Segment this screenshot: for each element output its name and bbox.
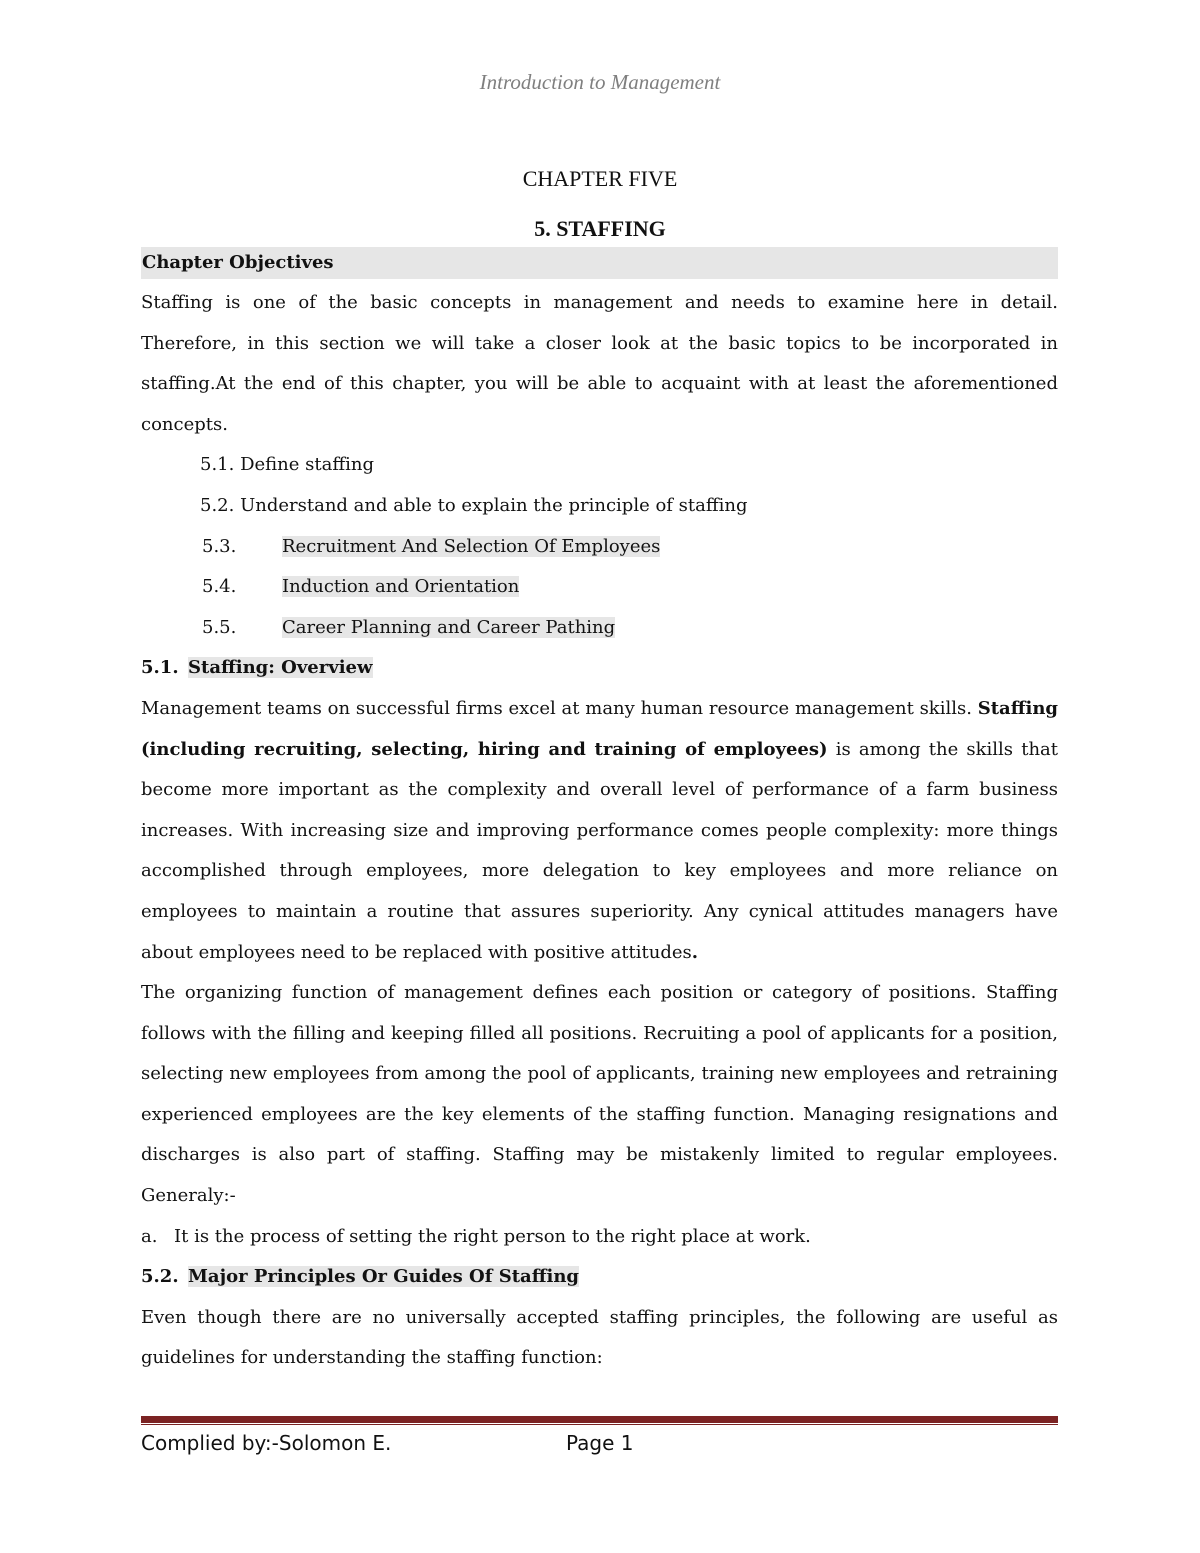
objective-item [141,608,1058,649]
footer-page-number: Page 1 [566,1431,634,1455]
running-header: Introduction to Management [479,70,721,94]
section-heading [141,1257,1058,1298]
list-text: It is the process of setting the right person to the right place at work. [174,1225,811,1247]
bold-phrase: Staffing (including recruiting, selecting, hiring and training of employees) [141,697,1058,760]
footer-compiled-by: Complied by:-Solomon E. [141,1431,392,1455]
objective-item [141,527,1058,568]
objective-item: 5.2. Understand and able to explain the principle of staffing [200,494,748,516]
objective-number: 5.5. [202,616,237,638]
section-number: 5.2. [141,1266,179,1288]
chapter-subtitle: 5. STAFFING [534,216,666,241]
objective-item [141,567,1058,608]
section-paragraph [141,689,1058,973]
objective-number: 5.3. [202,535,237,557]
objective-number: 5.4. [202,576,237,598]
footer-rule-thin [141,1424,1058,1425]
section-title: Major Principles Or Guides Of Staffing [188,1266,579,1288]
objectives-intro: Staffing is one of the basic concepts in management and needs to examine here in detail. Therefore, in this section we will take a closer look at the basic topics to be incorporated in staffing.At the end of this chapter, you will be able to acquaint with at least the aforementioned concepts. [141,292,1058,435]
objective-text: Recruitment And Selection Of Employees [282,535,661,557]
section-heading [141,648,1058,689]
footer-rule [141,1416,1058,1423]
section-title: Staffing: Overview [188,657,373,679]
paragraph-end: . [691,941,699,963]
section-paragraph: The organizing function of management defines each position or category of positions. Staffing follows with the filling and keeping filled all positions. Recruiting a pool of applicants for a position, selecting new employees from among the pool of applicants, training new employees and retraining experienced employees are the key elements of the staffing function. Managing resignations and discharges is also part of staffing. Staffing may be mistakenly limited to regular employees. Generaly:- [141,982,1058,1207]
section-paragraph: Even though there are no universally accepted staffing principles, the following are useful as guidelines for understanding the staffing function: [141,1306,1058,1369]
objective-text: Career Planning and Career Pathing [282,616,616,638]
objective-text: Induction and Orientation [282,576,520,598]
chapter-title: CHAPTER FIVE [522,166,678,191]
section-number: 5.1. [141,657,179,679]
list-marker: a. [141,1225,158,1247]
paragraph-text: Management teams on successful firms excel at many human resource management skills. [141,697,972,719]
paragraph-text: is among the skills that become more important as the complexity and overall level of performance of a farm business increases. With increasing size and improving performance comes people complexity: more things accomplished through employees, more delegation to key employees and more reliance on employees to maintain a routine that assures superiority. Any cynical attitudes managers have about employees need to be replaced with positive attitudes [141,738,1058,963]
objective-item: 5.1. Define staffing [200,454,374,476]
objectives-heading: Chapter Objectives [141,247,1058,279]
body-content [141,244,1058,1379]
list-item [141,1217,1058,1258]
